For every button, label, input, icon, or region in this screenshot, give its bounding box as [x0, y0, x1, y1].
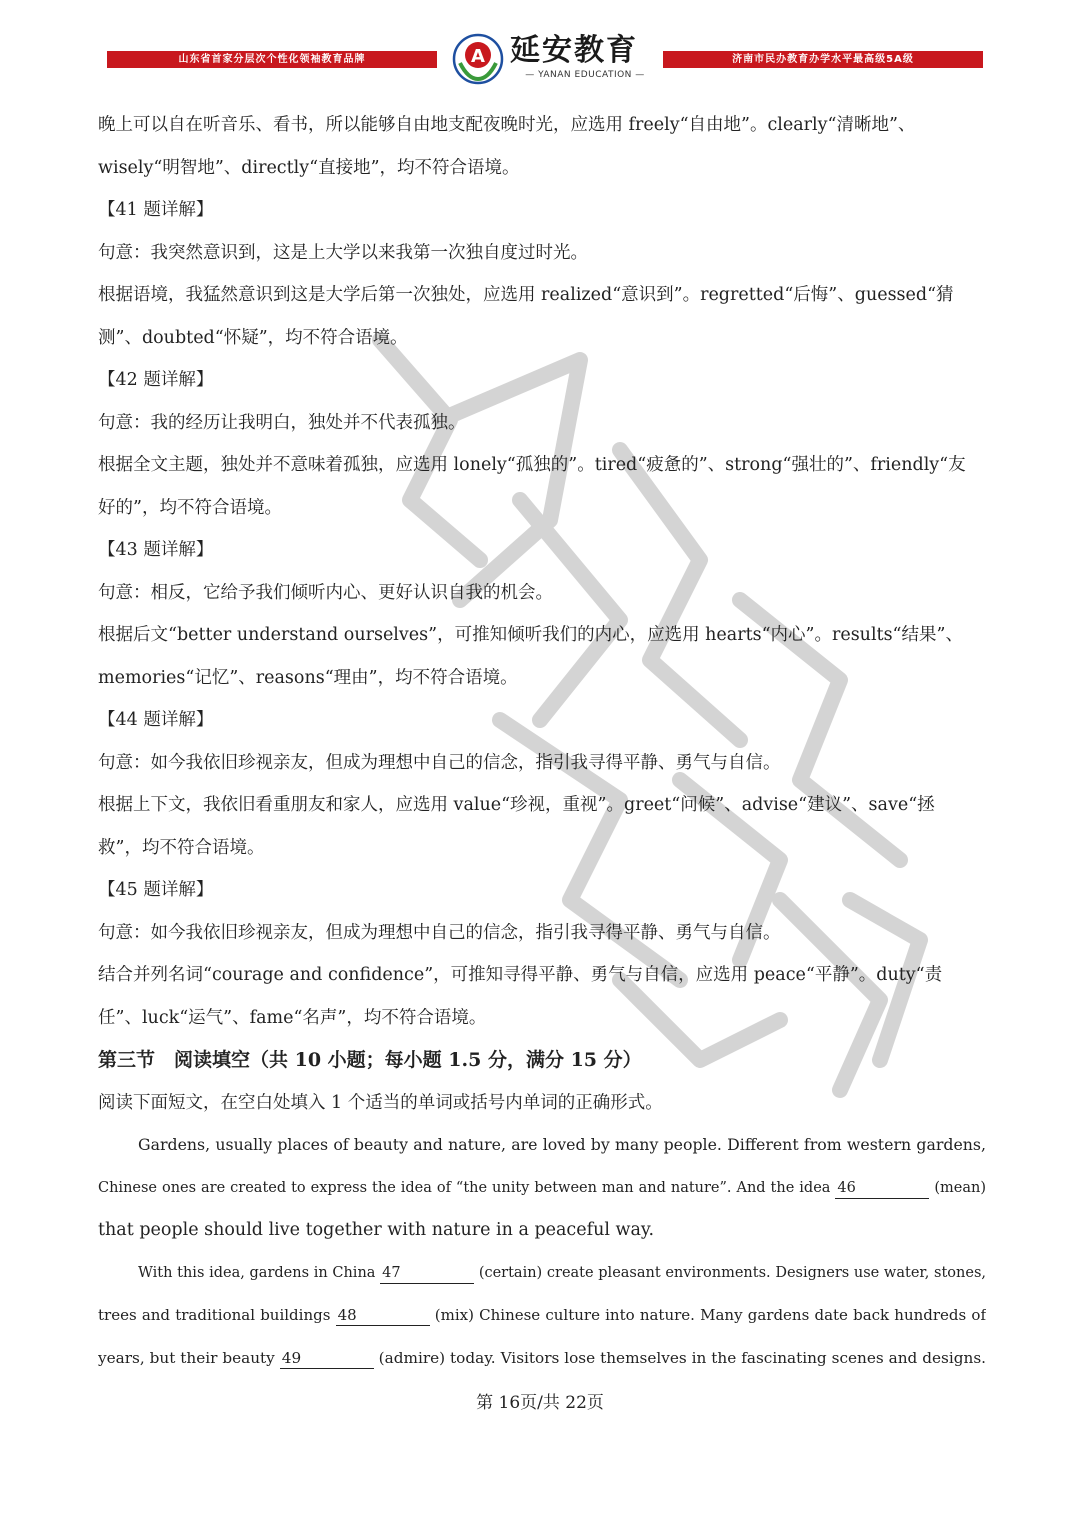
blank-46[interactable]: 46: [835, 1178, 929, 1199]
question-heading: 【42 题详解】: [98, 370, 214, 390]
passage-line: Chinese ones are created to express the idea of “the unity between man and nature”. And the idea 46 (mean): [98, 1167, 986, 1210]
question-heading: 【41 题详解】: [98, 200, 214, 220]
yanan-logo-icon: [452, 33, 504, 85]
text-line: 测”、doubted“怀疑”，均不符合语境。: [98, 327, 408, 348]
section-title: 第三节 阅读填空（共 10 小题；每小题 1.5 分，满分 15 分）: [98, 1049, 642, 1071]
blank-49[interactable]: 49: [280, 1348, 374, 1369]
text-line: 句意：如今我依旧珍视亲友，但成为理想中自己的信念，指引我寻得平静、勇气与自信。: [98, 922, 781, 943]
text-line: 晚上可以自在听音乐、看书，所以能够自由地支配夜晚时光，应选用 freely“自由地”。clearly“清晰地”、: [98, 115, 916, 135]
blank-47[interactable]: 47: [380, 1263, 474, 1284]
passage-line: With this idea, gardens in China 47 (certain) create pleasant environments. Designers use water, stones,: [98, 1252, 986, 1295]
instruction: 阅读下面短文，在空白处填入 1 个适当的单词或括号内单词的正确形式。: [98, 1092, 663, 1113]
passage-line: that people should live together with nature in a peaceful way.: [98, 1220, 655, 1240]
left-banner: 山东省首家分层次个性化领袖教育品牌: [107, 51, 437, 68]
passage-line: trees and traditional buildings 48 (mix) Chinese culture into nature. Many gardens date back hundreds of: [98, 1306, 986, 1324]
text-line: wisely“明智地”、directly“直接地”，均不符合语境。: [98, 157, 520, 178]
blank-48[interactable]: 48: [336, 1305, 430, 1326]
question-heading: 【43 题详解】: [98, 540, 214, 560]
logo-subtitle: — YANAN EDUCATION —: [525, 70, 645, 80]
question-heading: 【44 题详解】: [98, 710, 214, 730]
text-line: 救”，均不符合语境。: [98, 837, 265, 858]
logo-letter: A: [471, 46, 485, 67]
text-line: 结合并列名词“courage and confidence”，可推知寻得平静、勇气与自信，应选用 peace“平静”。duty“责: [98, 965, 943, 985]
page-footer: 第 16页/共 22页: [476, 1393, 604, 1413]
right-banner: 济南市民办教育办学水平最高级5A级: [663, 51, 983, 68]
logo-text: 延安教育: [510, 33, 638, 68]
page-header: [0, 0, 1080, 100]
text-line: 句意：我的经历让我明白，独处并不代表孤独。: [98, 412, 466, 433]
page-content: [98, 104, 986, 1379]
text-line: memories“记忆”、reasons“理由”，均不符合语境。: [98, 667, 518, 688]
text-line: 句意：相反，它给予我们倾听内心、更好认识自我的机会。: [98, 582, 553, 603]
passage-line: Gardens, usually places of beauty and nature, are loved by many people. Different from western gardens,: [138, 1135, 986, 1154]
text-line: 根据上下文，我依旧看重朋友和家人，应选用 value“珍视，重视”。greet“问候”、advise“建议”、save“拯: [98, 795, 935, 815]
text-line: 句意：如今我依旧珍视亲友，但成为理想中自己的信念，指引我寻得平静、勇气与自信。: [98, 752, 781, 773]
passage-line: years, but their beauty 49 (admire) today. Visitors lose themselves in the fascinating scenes and designs.: [98, 1348, 986, 1367]
text-line: 根据后文“better understand ourselves”，可推知倾听我们的内心，应选用 hearts“内心”。results“结果”、: [98, 625, 963, 645]
text-line: 根据全文主题，独处并不意味着孤独，应选用 lonely“孤独的”。tired“疲惫的”、strong“强壮的”、friendly“友: [98, 455, 966, 475]
text-line: 任”、luck“运气”、fame“名声”，均不符合语境。: [98, 1007, 487, 1028]
text-line: 好的”，均不符合语境。: [98, 497, 282, 518]
question-heading: 【45 题详解】: [98, 880, 214, 900]
text-line: 根据语境，我猛然意识到这是大学后第一次独处，应选用 realized“意识到”。regretted“后悔”、guessed“猜: [98, 285, 954, 305]
text-line: 句意：我突然意识到，这是上大学以来我第一次独自度过时光。: [98, 242, 588, 263]
